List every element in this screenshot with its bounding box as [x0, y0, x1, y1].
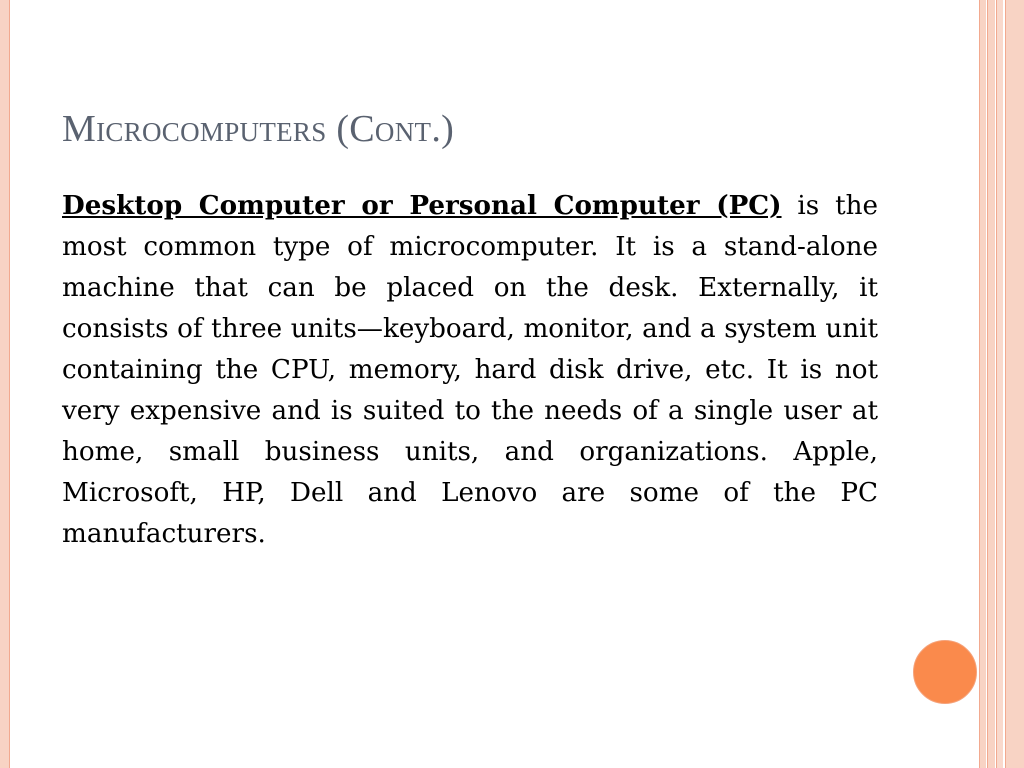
right-border-stripe: [996, 0, 1003, 768]
right-border-stripe: [979, 0, 986, 768]
body-lead-term: Desktop Computer or Personal Computer (PC): [62, 190, 782, 221]
slide-body-paragraph: [62, 185, 878, 555]
slide-title: Microcomputers (Cont.): [62, 108, 455, 150]
orange-circle-decoration: [913, 640, 977, 704]
left-border-stripe: [0, 0, 10, 768]
body-text: is the most common type of microcomputer. It is a stand-alone machine that can be placed on the desk. Externally, it consists of three units—keyboard, monitor, and a system unit containing the CPU, memory, hard disk drive, etc. It is not very expensive and is suited to the needs of a single user at home, small business units, and organizations. Apple, Microsoft, HP, Dell and Lenovo are some of the PC manufacturers.: [62, 191, 878, 549]
right-border-stripe: [987, 0, 995, 768]
right-border-stripe: [1005, 0, 1024, 768]
